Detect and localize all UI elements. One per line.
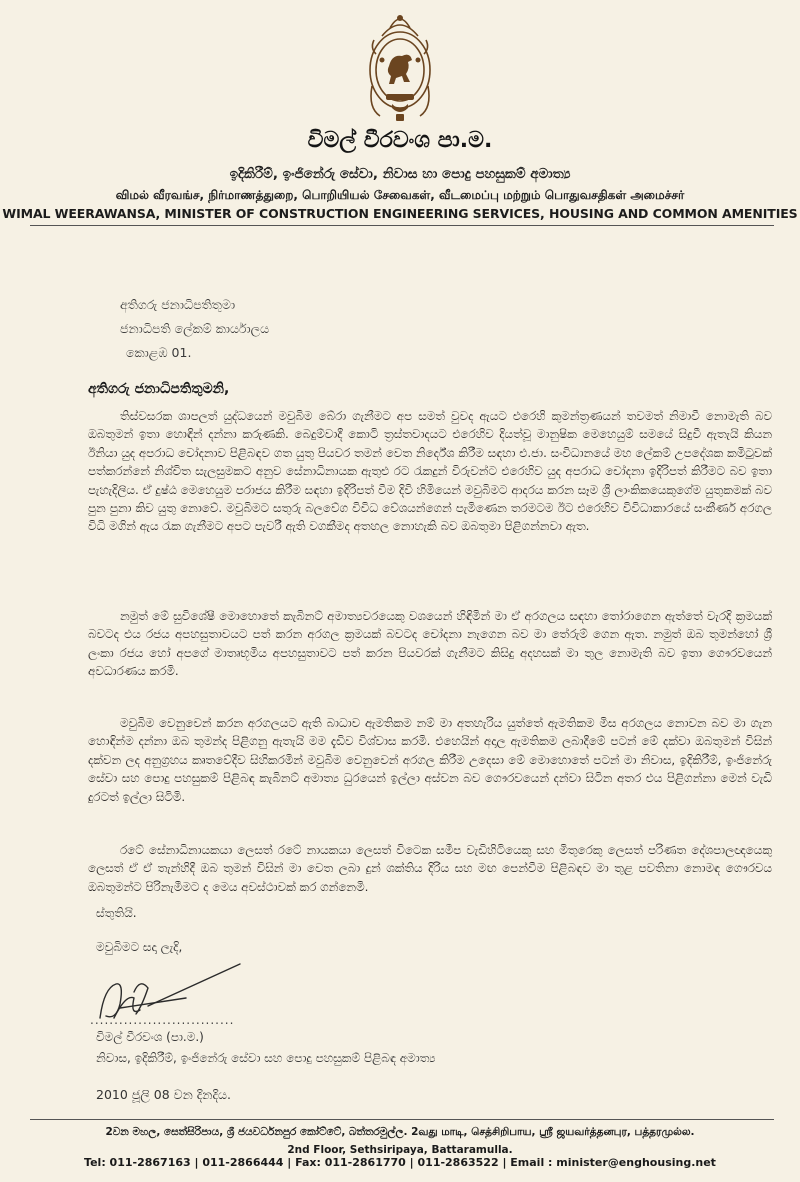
footer-address-english: 2nd Floor, Sethsiripaya, Battaramulla. bbox=[287, 1144, 513, 1156]
title-sinhala: ඉදිකිරීම්, ඉංජිනේරු සේවා, නිවාස හා පොදු පහසුකම් අමාත්‍ය bbox=[229, 166, 571, 182]
letter-date: 2010 ජූලි 08 වන දිනදිය. bbox=[96, 1087, 231, 1102]
minister-name: විමල් වීරවංශ පා.ම. bbox=[307, 128, 493, 153]
signatory-name: විමල් වීරවංශ (පා.ම.) bbox=[96, 1030, 204, 1044]
header-divider bbox=[30, 225, 774, 226]
recipient-line-3: කොළඹ 01. bbox=[126, 345, 192, 360]
closing-regards: මවුබිමට සදා ලැදි, bbox=[96, 940, 183, 954]
signature-dots: .............................. bbox=[90, 1013, 235, 1027]
sri-lanka-emblem-icon bbox=[362, 8, 438, 124]
body-paragraph-4: රටේ සේනාධිනායකයා ලෙසත් රටේ නායකයා ලෙසත් විටෙක සමීප වැඩිහිටියෙකු සහ මිතුරෙකු ලෙසත් පරිණත දේශපාලඥයෙකු ලෙසත් ඒ ඒ තැන්හිදී ඔබ තුමන් විසින් මා වෙත ලබා දුන් ශක්තිය දිරිය සහ මඟ පෙන්වීම පිළිබඳව මා තුළ පවතිනා නොමඳ ගෞරවය ඔබතුමන්ට පිරිනැමීමට ද මෙය අවස්ථාවක් කර ගන්නෙමි. bbox=[88, 843, 772, 894]
footer-address-local: 2වන මහල, සෙත්සිරිපාය, ශ්‍රී ජයවර්ධනපුර කෝට්ටේ, බත්තරමුල්ල. 2வது மாடி, செத்சிறிபாய, ஸ்ரீ ஜயவர்த்தனபுர, பத்தரமுல்ல. bbox=[105, 1126, 695, 1138]
title-english: WIMAL WEERAWANSA, MINISTER OF CONSTRUCTION ENGINEERING SERVICES, HOUSING AND COMMON AMENITIES bbox=[2, 206, 798, 221]
footer-divider bbox=[30, 1119, 774, 1120]
body-paragraph-2: නමුත් මේ සුවිශේෂී මොහොතේ කැබිනට් අමාත්‍යවරයෙකු වශයෙන් හිඳිමින් මා ඒ අරගලය සඳහා තෝරාගෙන ඇත්තේ වැරදි ක්‍රමයක් බවටද එය රජය අපහසුතාවයට පත් කරන අරගල ක්‍රමයක් බවටද චෝදනා නැගෙන බව මා තේරුම් ගෙන ඇත. නමුත් ඔබ තුමන්හෝ ශ්‍රී ලංකා රජය හෝ අපගේ මාතෘභූමිය අපහසුතාවට පත් කරන පියවරක් ගැනීමට කිසිදු අදහසක් මා තුල නොමැති බව ඉතා ගෞරවයෙන් අවධාරණය කරමි. bbox=[88, 609, 772, 679]
salutation: අතිගරු ජනාධිපතිතුමනි, bbox=[88, 381, 230, 397]
closing-thanks: ස්තුතියි. bbox=[96, 906, 137, 920]
body-paragraph-1: තිස්වසරක ශාපලත් යුද්ධයෙන් මවුබිම බේරා ගැනීමට අප සමත් වුවද ඇයට එරෙහි කුමන්ත්‍රණයන් තවමත් නිමාවී නොමැති බව ඔබතුමන් ඉතා හොඳින් දන්නා කරුණකි. බෙදුම්වාදී කොටි ත්‍රස්තවාදයට එරෙහිව දියත්වූ මානුෂික මෙහෙයුම් සමයේ සිදුවී ඇතැයි කියන ඊනියා යුද අපරාධ චෝදනාව පිළිබඳව ගත යුතු පියවර තමන් වෙත නිර්දේශ කිරීම සඳහා එ.ජා. සංවිධානයේ මහ ලේකම් උපදේශක කමිටුවක් පත්කරන්නේ නිශ්චිත සැලසුමකට අනුව සේනාධිනායක ඇතුළු රට රැකදුන් විරුවන්ට එරෙහිව යුද අපරාධ චෝදනා ඉදිරිපත් කිරීමට බව ඉතා පැහැදිලිය. ඒ දුෂ්ඨ මෙහෙයුම පරාජය කිරීම සඳහා ඉදිරිපත් වීම දිවි හිමියෙන් මවුබිමට ආදරය කරන සෑම ශ්‍රී ලාංකිකයෙකුගේම යුතුකමක් බව පුන පුනා කිව යුතු නොවේ. මවුබිමට සතුරු බලවේග විවිධ වේශයන්ගෙන් පැමිණෙන තරමටම ඊට එරෙහිව විවිධාකාරයේ සංකීර්ණ අරගල විධි මගින් ඇය රැක ගැනීමට අපට පැවරී ඇති වගකීමද අතහල නොහැකි බව ඔබතුමා පිළිගන්නවා ඇත. bbox=[88, 409, 772, 534]
body-paragraph-3: මවුබිම වෙනුවෙන් කරන අරගලයට ඇති බාධාව ඇමතිකම නම් මා අතහැරිය යුත්තේ ඇමතිකම මිස අරගලය නොවන බව මා ගැන හොඳින්ම දන්නා ඔබ තුමන්ද පිළිගනු ඇතැයි මම දැඩිව විශ්වාස කරමි. එහෙයින් අදාල ඇමතිකම ලබාදීමේ පටන් මේ දක්වා ඔබතුමන් විසින් දක්වන ලද අනුග්‍රහය කෘතවේදීව සිහිකරමින් මවුබිම වෙනුවෙන් අරගල කිරීම උදෙසා මේ මොහොතේ පටන් මා නිවාස, ඉදිකිරීම්, ඉංජිනේරු සේවා සහ පොදු පහසුකම් පිළිබඳ කැබිනට් අමාත්‍ය ධුරයෙන් ඉල්ලා අස්වන බව ගෞරවයෙන් දන්වා සිටින අතර එය පිළිගන්නා මෙන් වැඩි දුරටත් ඉල්ලා සිටිමි. bbox=[88, 716, 772, 804]
title-tamil: விமல் வீரவங்ச, நிர்மாணத்துறை, பொறியியல் சேவைகள், வீடமைப்பு மற்றும் பொதுவசதிகள் அமைச்சர் bbox=[115, 188, 685, 202]
footer-contacts: Tel: 011-2867163 | 011-2866444 | Fax: 011-2861770 | 011-2863522 | Email : minister@enghousing.net bbox=[84, 1156, 716, 1169]
recipient-line-2: ජනාධිපති ලේකම් කාර්යාලය bbox=[120, 321, 270, 336]
recipient-line-1: අතිගරු ජනාධිපතිතුමා bbox=[120, 297, 236, 312]
signatory-title: නිවාස, ඉදිකිරීම්, ඉංජිනේරු සේවා සහ පොදු පහසුකම් පිළිබඳ අමාත්‍ය bbox=[96, 1051, 436, 1065]
